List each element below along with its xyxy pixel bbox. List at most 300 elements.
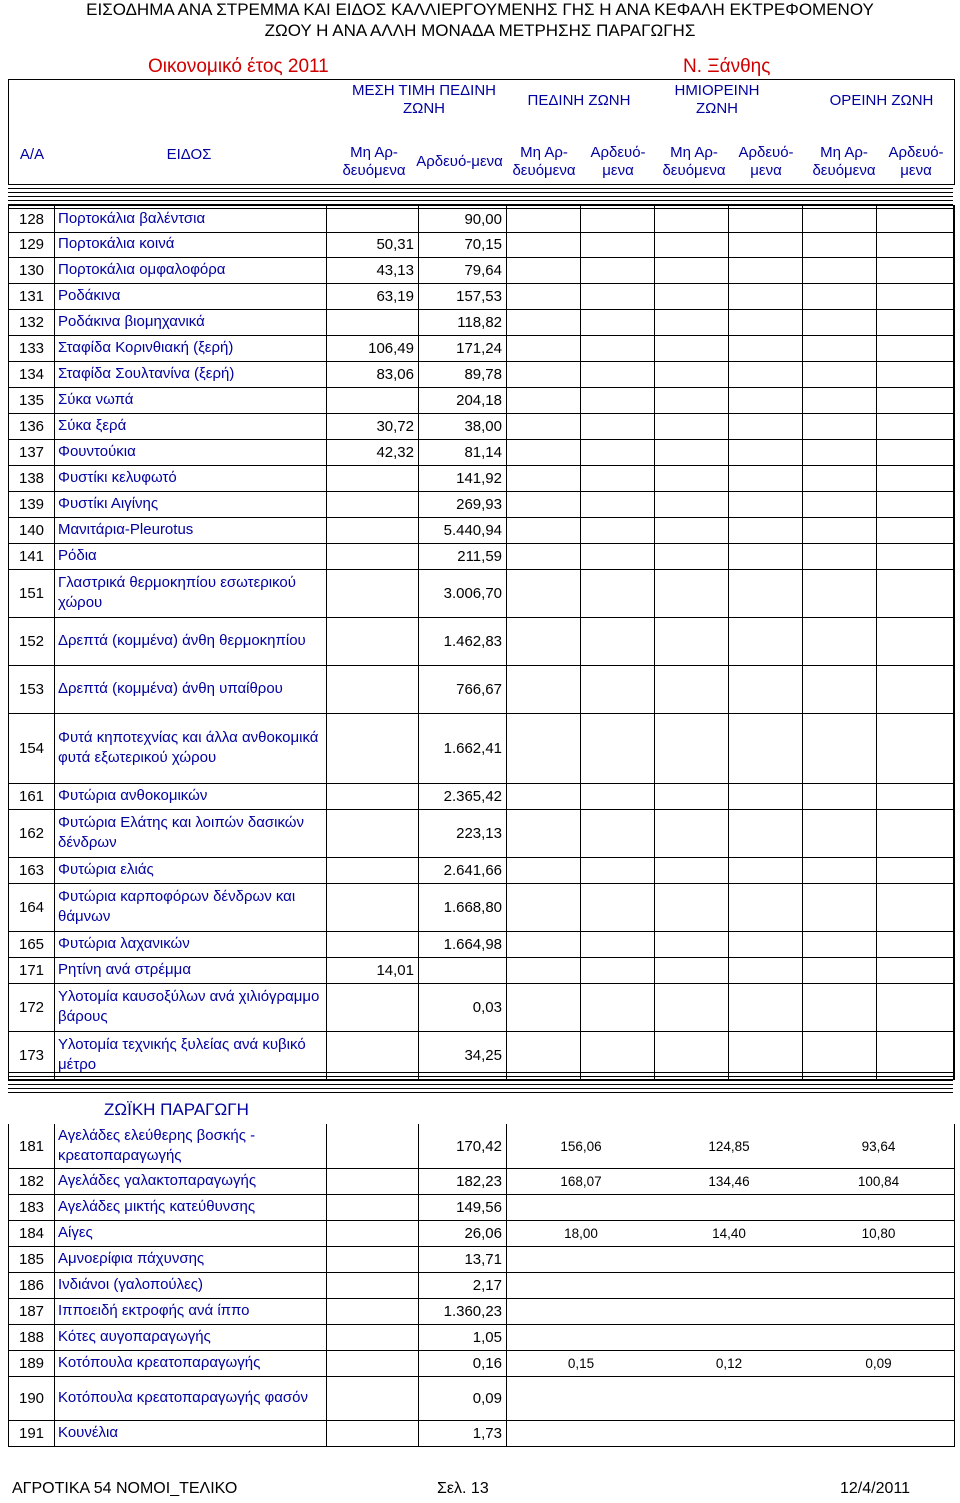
empty-cell bbox=[729, 206, 803, 232]
header-eidos: ΕΙΔΟΣ bbox=[166, 146, 212, 163]
table-row bbox=[8, 665, 955, 714]
table-row bbox=[8, 569, 955, 618]
value-pedini bbox=[507, 387, 581, 413]
empty-cell bbox=[729, 809, 803, 857]
value-irrigated: 26,06 bbox=[419, 1220, 507, 1246]
row-item-name: Ροδάκινα bbox=[55, 283, 327, 309]
value-imioreini bbox=[655, 387, 729, 413]
empty-cell bbox=[581, 439, 655, 465]
row-item-name: Ινδιάνοι (γαλοπούλες) bbox=[55, 1272, 327, 1298]
value-imioreini bbox=[655, 713, 729, 783]
value-oreini bbox=[803, 617, 877, 665]
value-irrigated: 157,53 bbox=[419, 283, 507, 309]
empty-cell bbox=[877, 543, 954, 569]
value-non-irrigated bbox=[327, 983, 419, 1031]
value-oreini bbox=[803, 361, 877, 387]
value-irrigated: 1,73 bbox=[419, 1420, 507, 1446]
empty-cell bbox=[729, 491, 803, 517]
empty-cell bbox=[877, 665, 954, 713]
empty-cell bbox=[581, 857, 655, 883]
document-title-line-2: ΖΩΟΥ Η ΑΝΑ ΑΛΛΗ ΜΟΝΑΔΑ ΜΕΤΡΗΣΗΣ ΠΑΡΑΓΩΓΗΣ bbox=[264, 21, 696, 40]
value-pedini bbox=[507, 809, 581, 857]
value-non-irrigated bbox=[327, 1246, 419, 1272]
value-irrigated: 1.662,41 bbox=[419, 713, 507, 783]
header-h2: Αρδευό-μενα bbox=[738, 144, 794, 179]
value-irrigated: 79,64 bbox=[419, 257, 507, 283]
row-number: 173 bbox=[9, 1031, 55, 1079]
table-row bbox=[8, 439, 955, 466]
value-irrigated: 1.668,80 bbox=[419, 883, 507, 931]
value-pedini bbox=[507, 1420, 655, 1446]
value-pedini bbox=[507, 883, 581, 931]
value-pedini bbox=[507, 617, 581, 665]
value-irrigated: 2.365,42 bbox=[419, 783, 507, 809]
value-non-irrigated bbox=[327, 1168, 419, 1194]
value-oreini bbox=[803, 857, 877, 883]
empty-cell bbox=[729, 983, 803, 1031]
value-oreini bbox=[803, 543, 877, 569]
value-irrigated: 0,16 bbox=[419, 1350, 507, 1376]
value-imioreini bbox=[655, 361, 729, 387]
row-item-name: Αγελάδες ελεύθερης βοσκής - κρεατοπαραγωγής bbox=[55, 1124, 327, 1168]
table-row bbox=[8, 309, 955, 336]
table-row bbox=[8, 957, 955, 984]
row-number: 163 bbox=[9, 857, 55, 883]
table-row bbox=[8, 413, 955, 440]
value-oreini bbox=[803, 1272, 954, 1298]
value-non-irrigated bbox=[327, 569, 419, 617]
empty-cell bbox=[729, 335, 803, 361]
row-number: 190 bbox=[9, 1376, 55, 1420]
value-imioreini bbox=[655, 543, 729, 569]
value-imioreini bbox=[655, 1272, 803, 1298]
value-oreini bbox=[803, 1324, 954, 1350]
row-item-name: Φυτώρια ελιάς bbox=[55, 857, 327, 883]
empty-cell bbox=[581, 231, 655, 257]
value-pedini bbox=[507, 931, 581, 957]
empty-cell bbox=[729, 231, 803, 257]
value-pedini bbox=[507, 283, 581, 309]
empty-cell bbox=[581, 931, 655, 957]
value-oreini bbox=[803, 335, 877, 361]
value-non-irrigated bbox=[327, 1324, 419, 1350]
value-pedini bbox=[507, 569, 581, 617]
row-item-name: Ρητίνη ανά στρέμμα bbox=[55, 957, 327, 983]
row-item-name: Δρεπτά (κομμένα) άνθη υπαίθρου bbox=[55, 665, 327, 713]
row-item-name: Υλοτομία καυσοξύλων ανά χιλιόγραμμο βάρους bbox=[55, 983, 327, 1031]
row-item-name: Δρεπτά (κομμένα) άνθη θερμοκηπίου bbox=[55, 617, 327, 665]
value-non-irrigated: 14,01 bbox=[327, 957, 419, 983]
value-imioreini bbox=[655, 957, 729, 983]
empty-cell bbox=[877, 283, 954, 309]
value-irrigated: 118,82 bbox=[419, 309, 507, 335]
header-p1: Μη Αρ-δευόμενα bbox=[512, 144, 576, 179]
value-irrigated: 204,18 bbox=[419, 387, 507, 413]
empty-cell bbox=[877, 569, 954, 617]
value-irrigated: 223,13 bbox=[419, 809, 507, 857]
value-non-irrigated bbox=[327, 491, 419, 517]
table-row bbox=[8, 491, 955, 518]
value-irrigated: 269,93 bbox=[419, 491, 507, 517]
empty-cell bbox=[581, 517, 655, 543]
row-number: 172 bbox=[9, 983, 55, 1031]
value-pedini bbox=[507, 439, 581, 465]
row-item-name: Κουνέλια bbox=[55, 1420, 327, 1446]
table-row bbox=[8, 1350, 955, 1377]
value-pedini bbox=[507, 413, 581, 439]
row-item-name: Φυστίκι κελυφωτό bbox=[55, 465, 327, 491]
value-non-irrigated: 43,13 bbox=[327, 257, 419, 283]
empty-cell bbox=[581, 257, 655, 283]
table-row bbox=[8, 1376, 955, 1421]
row-number: 137 bbox=[9, 439, 55, 465]
value-imioreini bbox=[655, 1376, 803, 1420]
row-item-name: Φυτώρια καρποφόρων δένδρων και θάμνων bbox=[55, 883, 327, 931]
value-pedini: 0,15 bbox=[567, 1355, 595, 1371]
value-imioreini bbox=[655, 857, 729, 883]
empty-cell bbox=[581, 809, 655, 857]
value-oreini: 100,84 bbox=[857, 1173, 900, 1189]
value-oreini: 0,09 bbox=[865, 1355, 892, 1371]
row-number: 181 bbox=[9, 1124, 55, 1168]
row-number: 141 bbox=[9, 543, 55, 569]
fiscal-year: Οικονομικό έτος 2011 bbox=[148, 56, 329, 77]
value-imioreini bbox=[655, 283, 729, 309]
table-header bbox=[8, 79, 955, 185]
value-imioreini: 0,12 bbox=[715, 1355, 743, 1371]
table-row bbox=[8, 1194, 955, 1221]
empty-cell bbox=[729, 439, 803, 465]
empty-cell bbox=[581, 783, 655, 809]
empty-cell bbox=[877, 931, 954, 957]
value-imioreini bbox=[655, 617, 729, 665]
value-pedini bbox=[507, 857, 581, 883]
value-oreini bbox=[803, 413, 877, 439]
row-item-name: Αγελάδες μικτής κατεύθυνσης bbox=[55, 1194, 327, 1220]
row-number: 184 bbox=[9, 1220, 55, 1246]
row-item-name: Κότες αυγοπαραγωγής bbox=[55, 1324, 327, 1350]
row-number: 188 bbox=[9, 1324, 55, 1350]
row-item-name: Κοτόπουλα κρεατοπαραγωγής bbox=[55, 1350, 327, 1376]
value-imioreini bbox=[655, 413, 729, 439]
table-row bbox=[8, 857, 955, 884]
value-oreini bbox=[803, 931, 877, 957]
footer-page: Σελ. 13 bbox=[437, 1480, 489, 1497]
empty-cell bbox=[729, 783, 803, 809]
table-row bbox=[8, 387, 955, 414]
value-non-irrigated bbox=[327, 543, 419, 569]
empty-cell bbox=[581, 569, 655, 617]
row-number: 132 bbox=[9, 309, 55, 335]
value-imioreini bbox=[655, 809, 729, 857]
empty-cell bbox=[581, 491, 655, 517]
header-mesi-timi: ΜΕΣΗ ΤΙΜΗ ΠΕΔΙΝΗ ΖΩΝΗ bbox=[351, 82, 497, 117]
row-number: 128 bbox=[9, 206, 55, 232]
empty-cell bbox=[877, 413, 954, 439]
table-row bbox=[8, 713, 955, 784]
value-non-irrigated bbox=[327, 665, 419, 713]
empty-cell bbox=[581, 543, 655, 569]
empty-cell bbox=[729, 931, 803, 957]
value-pedini bbox=[507, 1298, 655, 1324]
value-non-irrigated bbox=[327, 1420, 419, 1446]
row-item-name: Σύκα νωπά bbox=[55, 387, 327, 413]
table-row bbox=[8, 1220, 955, 1247]
row-item-name: Υλοτομία τεχνικής ξυλείας ανά κυβικό μέτρο bbox=[55, 1031, 327, 1079]
empty-cell bbox=[877, 231, 954, 257]
empty-cell bbox=[877, 713, 954, 783]
value-irrigated: 149,56 bbox=[419, 1194, 507, 1220]
value-irrigated: 1,05 bbox=[419, 1324, 507, 1350]
header-o2: Αρδευό-μενα bbox=[888, 144, 944, 179]
empty-cell bbox=[581, 983, 655, 1031]
value-irrigated: 766,67 bbox=[419, 665, 507, 713]
value-pedini bbox=[507, 517, 581, 543]
value-oreini bbox=[803, 1246, 954, 1272]
value-irrigated: 81,14 bbox=[419, 439, 507, 465]
empty-cell bbox=[877, 335, 954, 361]
row-number: 189 bbox=[9, 1350, 55, 1376]
value-non-irrigated: 42,32 bbox=[327, 439, 419, 465]
value-irrigated: 141,92 bbox=[419, 465, 507, 491]
value-imioreini bbox=[655, 257, 729, 283]
value-pedini bbox=[507, 206, 581, 232]
value-non-irrigated bbox=[327, 1272, 419, 1298]
value-oreini bbox=[803, 983, 877, 1031]
value-pedini bbox=[507, 1272, 655, 1298]
empty-cell bbox=[729, 517, 803, 543]
value-irrigated: 1.360,23 bbox=[419, 1298, 507, 1324]
empty-cell bbox=[729, 857, 803, 883]
row-number: 162 bbox=[9, 809, 55, 857]
table-row bbox=[8, 617, 955, 666]
value-non-irrigated bbox=[327, 1350, 419, 1376]
value-non-irrigated bbox=[327, 617, 419, 665]
value-irrigated: 2,17 bbox=[419, 1272, 507, 1298]
value-imioreini bbox=[655, 309, 729, 335]
value-non-irrigated bbox=[327, 809, 419, 857]
empty-cell bbox=[729, 665, 803, 713]
row-number: 135 bbox=[9, 387, 55, 413]
value-irrigated: 2.641,66 bbox=[419, 857, 507, 883]
row-number: 130 bbox=[9, 257, 55, 283]
header-pedini-zoni: ΠΕΔΙΝΗ ΖΩΝΗ bbox=[527, 92, 631, 109]
value-non-irrigated bbox=[327, 931, 419, 957]
row-item-name: Γλαστρικά θερμοκηπίου εσωτερικού χώρου bbox=[55, 569, 327, 617]
value-pedini bbox=[507, 665, 581, 713]
table-row bbox=[8, 1324, 955, 1351]
value-irrigated: 13,71 bbox=[419, 1246, 507, 1272]
row-item-name: Αίγες bbox=[55, 1220, 327, 1246]
table-row bbox=[8, 335, 955, 362]
value-oreini bbox=[803, 665, 877, 713]
value-imioreini bbox=[655, 665, 729, 713]
empty-cell bbox=[581, 361, 655, 387]
empty-cell bbox=[581, 617, 655, 665]
header-p2: Αρδευό-μενα bbox=[590, 144, 646, 179]
value-imioreini bbox=[655, 1298, 803, 1324]
empty-cell bbox=[877, 465, 954, 491]
value-irrigated: 3.006,70 bbox=[419, 569, 507, 617]
empty-cell bbox=[877, 361, 954, 387]
row-item-name: Ροδάκινα βιομηχανικά bbox=[55, 309, 327, 335]
value-irrigated: 170,42 bbox=[419, 1124, 507, 1168]
row-number: 171 bbox=[9, 957, 55, 983]
header-c2: Αρδευό-μενα bbox=[416, 153, 503, 170]
value-pedini: 18,00 bbox=[564, 1225, 598, 1241]
value-non-irrigated bbox=[327, 387, 419, 413]
row-number: 139 bbox=[9, 491, 55, 517]
value-irrigated: 90,00 bbox=[419, 206, 507, 232]
row-number: 165 bbox=[9, 931, 55, 957]
footer-date: 12/4/2011 bbox=[840, 1480, 910, 1497]
empty-cell bbox=[581, 665, 655, 713]
table-row bbox=[8, 1420, 955, 1447]
value-pedini bbox=[507, 231, 581, 257]
value-imioreini bbox=[655, 491, 729, 517]
value-imioreini bbox=[655, 983, 729, 1031]
value-non-irrigated bbox=[327, 883, 419, 931]
value-imioreini bbox=[655, 1420, 803, 1446]
empty-cell bbox=[729, 257, 803, 283]
footer-filename: ΑΓΡΟΤΙΚΑ 54 ΝΟΜΟΙ_ΤΕΛΙΚΟ bbox=[12, 1480, 238, 1497]
row-item-name: Φυτώρια ανθοκομικών bbox=[55, 783, 327, 809]
row-item-name: Φυτώρια λαχανικών bbox=[55, 931, 327, 957]
value-oreini bbox=[803, 1194, 954, 1220]
value-imioreini bbox=[655, 231, 729, 257]
value-imioreini bbox=[655, 465, 729, 491]
table-row bbox=[8, 783, 955, 810]
empty-cell bbox=[877, 983, 954, 1031]
empty-cell bbox=[581, 309, 655, 335]
value-oreini bbox=[803, 809, 877, 857]
value-imioreini bbox=[655, 783, 729, 809]
table-row bbox=[8, 1272, 955, 1299]
empty-cell bbox=[877, 206, 954, 232]
table-row bbox=[8, 205, 955, 233]
table-row bbox=[8, 257, 955, 284]
value-imioreini bbox=[655, 1324, 803, 1350]
header-imioreini-zoni: ΗΜΙΟΡΕΙΝΗ ΖΩΝΗ bbox=[674, 82, 760, 117]
value-pedini bbox=[507, 465, 581, 491]
row-item-name: Πορτοκάλια κοινά bbox=[55, 231, 327, 257]
value-pedini bbox=[507, 1324, 655, 1350]
value-imioreini bbox=[655, 439, 729, 465]
header-o1: Μη Αρ-δευόμενα bbox=[812, 144, 876, 179]
value-pedini: 156,06 bbox=[560, 1138, 602, 1154]
empty-cell bbox=[581, 465, 655, 491]
table-row bbox=[8, 931, 955, 958]
value-non-irrigated bbox=[327, 465, 419, 491]
value-oreini: 10,80 bbox=[861, 1225, 896, 1241]
value-non-irrigated: 50,31 bbox=[327, 231, 419, 257]
row-number: 182 bbox=[9, 1168, 55, 1194]
value-oreini bbox=[803, 465, 877, 491]
value-non-irrigated bbox=[327, 857, 419, 883]
empty-cell bbox=[729, 543, 803, 569]
value-irrigated: 0,09 bbox=[419, 1376, 507, 1420]
row-item-name: Πορτοκάλια βαλέντσια bbox=[55, 206, 327, 232]
value-pedini bbox=[507, 309, 581, 335]
empty-cell bbox=[729, 387, 803, 413]
value-irrigated: 211,59 bbox=[419, 543, 507, 569]
value-oreini bbox=[803, 957, 877, 983]
value-oreini bbox=[803, 1298, 954, 1324]
empty-cell bbox=[581, 283, 655, 309]
value-non-irrigated bbox=[327, 1220, 419, 1246]
value-pedini bbox=[507, 1376, 655, 1420]
header-aa: Α/Α bbox=[19, 146, 45, 163]
row-item-name: Σταφίδα Κορινθιακή (ξερή) bbox=[55, 335, 327, 361]
value-oreini: 93,64 bbox=[861, 1138, 896, 1154]
value-oreini bbox=[803, 883, 877, 931]
value-pedini bbox=[507, 713, 581, 783]
value-imioreini bbox=[655, 1246, 803, 1272]
row-item-name: Φυτώρια Ελάτης και λοιπών δασικών δένδρων bbox=[55, 809, 327, 857]
separator-rule bbox=[8, 1072, 953, 1096]
value-pedini bbox=[507, 543, 581, 569]
empty-cell bbox=[877, 957, 954, 983]
value-irrigated: 182,23 bbox=[419, 1168, 507, 1194]
row-item-name: Πορτοκάλια ομφαλοφόρα bbox=[55, 257, 327, 283]
empty-cell bbox=[581, 713, 655, 783]
row-item-name: Φυτά κηποτεχνίας και άλλα ανθοκομικά φυτά εξωτερικού χώρου bbox=[55, 713, 327, 783]
value-irrigated: 1.664,98 bbox=[419, 931, 507, 957]
value-irrigated: 38,00 bbox=[419, 413, 507, 439]
empty-cell bbox=[729, 957, 803, 983]
livestock-section-title: ΖΩΪΚΗ ΠΑΡΑΓΩΓΗ bbox=[104, 1100, 249, 1119]
row-item-name: Σύκα ξερά bbox=[55, 413, 327, 439]
row-item-name: Αμνοερίφια πάχυνσης bbox=[55, 1246, 327, 1272]
row-item-name: Αγελάδες γαλακτοπαραγωγής bbox=[55, 1168, 327, 1194]
row-item-name: Φυστίκι Αιγίνης bbox=[55, 491, 327, 517]
value-oreini bbox=[803, 439, 877, 465]
row-number: 153 bbox=[9, 665, 55, 713]
table-row bbox=[8, 1246, 955, 1273]
value-non-irrigated bbox=[327, 309, 419, 335]
row-number: 133 bbox=[9, 335, 55, 361]
row-number: 140 bbox=[9, 517, 55, 543]
empty-cell bbox=[581, 387, 655, 413]
table-row bbox=[8, 1168, 955, 1195]
value-pedini bbox=[507, 257, 581, 283]
row-number: 185 bbox=[9, 1246, 55, 1272]
empty-cell bbox=[729, 617, 803, 665]
value-oreini bbox=[803, 569, 877, 617]
row-item-name: Σταφίδα Σουλτανίνα (ξερή) bbox=[55, 361, 327, 387]
empty-cell bbox=[729, 283, 803, 309]
value-oreini bbox=[803, 1420, 954, 1446]
value-pedini bbox=[507, 491, 581, 517]
empty-cell bbox=[729, 883, 803, 931]
value-non-irrigated bbox=[327, 713, 419, 783]
row-number: 136 bbox=[9, 413, 55, 439]
value-oreini bbox=[803, 783, 877, 809]
empty-cell bbox=[877, 491, 954, 517]
row-number: 129 bbox=[9, 231, 55, 257]
value-non-irrigated bbox=[327, 783, 419, 809]
table-row bbox=[8, 543, 955, 570]
value-oreini bbox=[803, 713, 877, 783]
empty-cell bbox=[877, 883, 954, 931]
empty-cell bbox=[877, 257, 954, 283]
table-row bbox=[8, 465, 955, 492]
value-imioreini: 134,46 bbox=[708, 1173, 750, 1189]
empty-cell bbox=[581, 413, 655, 439]
empty-cell bbox=[877, 857, 954, 883]
row-item-name: Φουντούκια bbox=[55, 439, 327, 465]
row-number: 187 bbox=[9, 1298, 55, 1324]
